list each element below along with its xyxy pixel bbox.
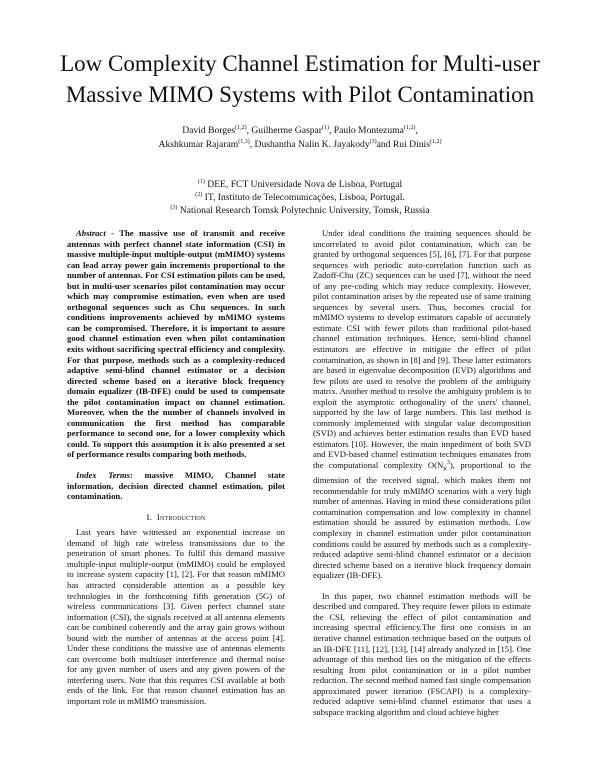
paper-title	[30, 48, 570, 110]
author-affil-mark: (1,2)	[403, 125, 416, 131]
index-terms-label: Index Terms	[76, 470, 130, 481]
index-terms-text: : massive MIMO, Channel state information, decision directed channel estimation, pilot contamination.	[67, 470, 285, 502]
index-terms	[67, 470, 285, 502]
author-affil-mark: (1,2)	[235, 125, 247, 131]
author-name: Paulo Montezuma	[333, 125, 404, 136]
title-line-2: Massive MIMO Systems with Pilot Contamination	[65, 82, 535, 107]
author-name: Rui Dinis	[392, 138, 430, 150]
affiliation: $^{(3)}$ National Research Tomsk Polytechnic University, Tomsk, Russia	[170, 205, 430, 216]
author-affil-mark: (1)	[321, 125, 329, 131]
author-affil-mark: (1,2)	[429, 138, 442, 145]
author-line-2: Akshkumar Rajaram$^{(1,3)}$, Dushantha Nalin K. Jayakody$^{(3)}$and Rui Dinis$^{(1,2)}$	[158, 138, 442, 150]
affiliation: $^{(2)}$ IT, Instituto de Telecomunicações, Lisboa, Portugal.	[195, 192, 405, 203]
affiliation-list	[30, 178, 570, 217]
author-list	[30, 124, 570, 151]
author-affil-mark: (3)	[369, 138, 377, 145]
abstract-label: Abstract	[76, 228, 106, 238]
author-name: Dushantha Nalin K. Jayakody	[254, 138, 370, 150]
abstract-text: - The massive use of transmit and receive antennas with perfect channel state information (CSI) in massive multiple-input multiple-output (mMIMO) systems can lead array power gain increments proportional to the number of antennas. For CSI estimation pilots can be used, but in multi-user scenarios pilot contamination may occur which may compromise estimation, even when are used orthogonal sequences such as Chu sequences. In such conditions improvements achieved by mMIMO systems can be compromised. Therefore, it is important to assure good channel estimation even when pilot contamination exits without sacrificing spectral efficiency and complexity. For that purpose, methods such as a complexity-reduced adaptive semi-blind channel estimator or a decision directed scheme based on a iterative block frequency domain equalizer (IB-DFE) could be used to compensate the pilot contamination impact on channel estimation. Moreover, when the the number of channels involved in communication the first method has comparable performance to second one, for a lower complexity which could. To support this assumption it is also presented a set of performance results comparing both methods.	[67, 228, 285, 460]
author-line-1: David Borges$^{(1,2)}$, Guilherme Gaspar$^{(1)}$, Paulo Montezuma$^{(1,2)}$,	[182, 125, 418, 136]
intro-paragraph-1: Last years have witnessed an exponential increase on demand of high rate wireless transmissions due to the penetration of smart phones. To fulfil this demand massive multiple-input multiple-output (mMIMO) could be employed to increase system capacity [1], [2]. For that reason mMIMO has attracted considerable attention as a possible key technologies in the forthcoming fifth generation (5G) of wireless communications [3]. Given perfect channel state information (CSI), the signals received at all antenna elements can be combined coherently and the array gain grows without bound with the number of antennas at the access point [4]. Under these conditions the massive use of antennas elements can overcome both multiuser interference and thermal noise for any given number of users and any given powers of the interfering users. Note that this requires CSI available at both ends of the link. For that reason channel estimation has an important role in mMIMO transmission.	[67, 527, 285, 706]
body-paragraph-1: Under ideal conditions the training sequences should be uncorrelated to avoid pilot contamination, which can be granted by orthogonal sequences [5], [6], [7]. For that purpose sequences with periodic auto-correlation function such as Zadoff-Chu (ZC) sequences can be used [7], without the need of any pre-coding which may reduce complexity. However, pilot contamination arises by the repeated use of same training sequences by several users. Thus, becomes crucial for mMIMO systems to develop estimators capable of accurately estimate CSI with fewer pilots than traditional pilot-based channel estimation techniques. Hence, semi-blind channel estimators are effective in mitigate the effect of pilot contamination, as shown in [8] and [9]. These latter estimators are based in eigenvalue decomposition (EVD) algorithms and few pilots are used to resolve the problem of the ambiguity matrix. Another method to resolve the ambiguity problem is to exploit the asymptotic orthogonality of the users' channel, supported by the law of large numbers. This last method is commonly implemented with singular value decomposition (SVD) and achieves better estimation results than EVD based estimators [10]. However, the main impediment of both SVD and EVD-based channel estimation techniques emanates from the computational complexity $O(N_R^3)$, proportional to the dimension of the received signal, which makes them not recommendable for truly mMIMO scenarios with a very high number of antennas. Having in mind these considerations pilot contamination compensation and low complexity in channel estimation should be assured by estimation methods. Low complexity in channel estimation under pilot contamination conditions could be assured by methods such as a complexity-reduced adaptive semi-blind channel estimator or a decision directed scheme based on a iterative block frequency domain equalizer (IB-DFE).	[313, 228, 531, 581]
author-name: David Borges	[182, 125, 236, 136]
abstract	[67, 228, 285, 460]
author-name: Guilherme Gaspar	[251, 125, 322, 136]
section-heading: I. Introduction	[146, 511, 206, 522]
left-column	[67, 228, 285, 707]
right-column	[313, 228, 531, 717]
affiliation: $^{(1)}$ DEE, FCT Universidade Nova de Lisboa, Portugal	[197, 179, 403, 190]
author-affil-mark: (1,3)	[238, 138, 250, 145]
author-name: Akshkumar Rajaram	[158, 138, 239, 150]
title-line-1: Low Complexity Channel Estimation for Multi-user	[60, 51, 540, 76]
body-paragraph-2: In this paper, two channel estimation methods will be described and compared. They require fewer pilots to estimate the CSI, relieving the effect of pilot contamination and increasing spectral efficiency.The first one consists in an iterative channel estimation technique based on the outputs of an IB-DFE [11], [12], [13], [14] already analyzed in [15]. One advantage of this method lies on the mitigation of the effects resulting from pilot contamination or in a pilot number reduction. The second method named fast single compensation approximated power iteration (FSCAPI) is a complexity-reduced adaptive semi-blind channel estimator that uses a subspace tracking algorithm and cloud achieve higher	[313, 590, 531, 717]
